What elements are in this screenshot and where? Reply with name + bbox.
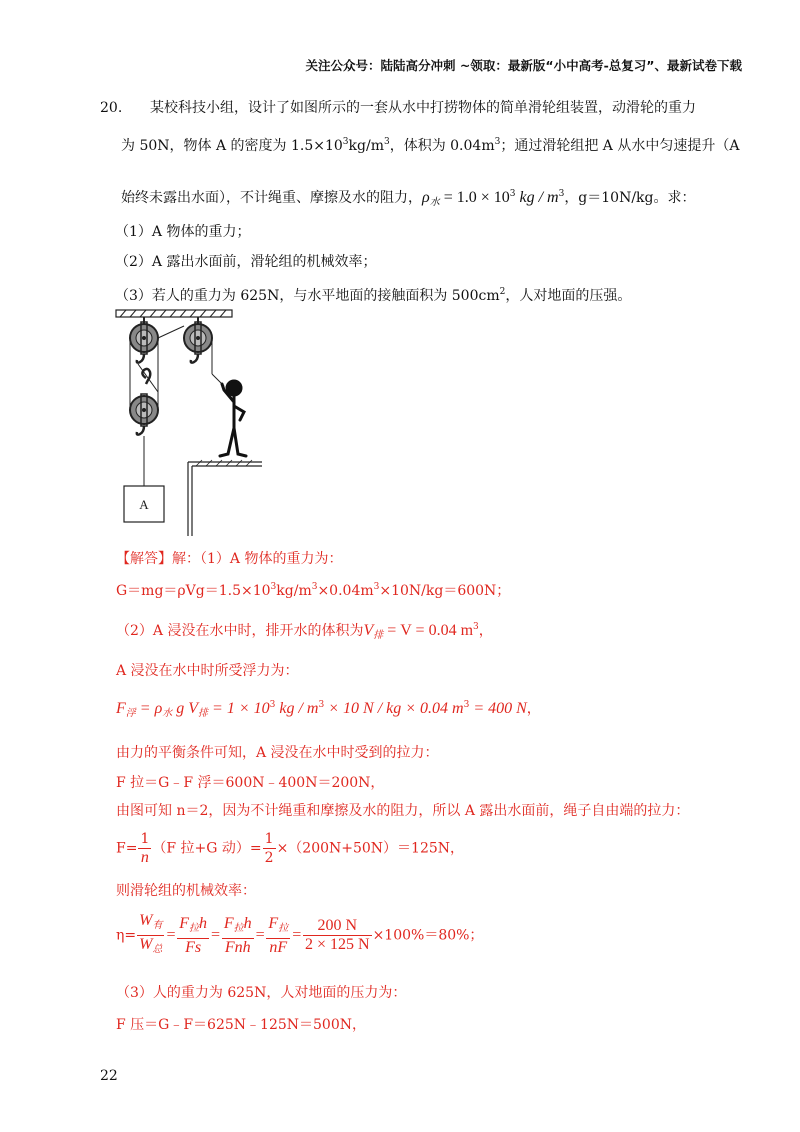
answer-line-8: 由图可知 n＝2，因为不计绳重和摩擦及水的阻力，所以 A 露出水面前，绳子自由端的拉力： (116, 803, 690, 819)
object-a-label: A (139, 497, 149, 512)
person-figure (220, 381, 246, 456)
answer-line-12: （3）人的重力为 625N，人对地面的压力为： (116, 985, 407, 1001)
fixed-pulley-right (184, 317, 212, 363)
question-part-2: （2）A 露出水面前，滑轮组的机械效率； (115, 254, 377, 270)
moving-pulley (130, 369, 158, 435)
answer-line-13: F 压＝G﹣F＝625N﹣125N＝500N， (116, 1017, 366, 1033)
question-line-1: 某校科技小组，设计了如图所示的一套从水中打捞物体的简单滑轮组装置，动滑轮的重力 (150, 100, 696, 116)
answer-line-5-buoyancy: $F_浮 = \rho_水$ g $V_排 = 1 \times 10^3$ kg / $m^3 \times 10$ N / kg × 0.04 $m^3 = 400$ N， (116, 700, 541, 719)
question-line-3: 始终未露出水面），不计绳重、摩擦及水的阻力，$\rho_水 = 1.0 \times 10^3$ kg / $m^3$，g＝10N/kg。求： (121, 189, 696, 208)
question-part-1: （1）A 物体的重力； (115, 224, 251, 240)
question-line-2: 为 50N，物体 A 的密度为 $1.5\times 10^3kg/m^3$，体积为 $0.04m^3$；通过滑轮组把 A 从水中匀速提升（A (121, 137, 740, 154)
answer-line-11-efficiency: η= $\frac{W_有}{W_总}$ = $\frac{F_拉h}{Fs}$ = $\frac{F_拉h}{\text{Fnh}}$ = $\frac{F_拉}{nF}$ = $\frac{200 N}{2 \times 125 N}$ ×100%＝80%； (116, 912, 484, 956)
fixed-pulley-left (130, 317, 158, 363)
pulley-diagram (112, 306, 262, 536)
answer-line-6: 由力的平衡条件可知，A 浸没在水中时受到的拉力： (116, 745, 439, 761)
answer-line-1: 【解答】解：（1）A 物体的重力为： (116, 551, 343, 567)
answer-line-4: A 浸没在水中时所受浮力为： (116, 663, 299, 679)
answer-line-7: F 拉＝G﹣F 浮＝600N﹣400N＝200N， (116, 775, 385, 791)
answer-line-10: 则滑轮组的机械效率： (116, 883, 256, 899)
page-number: 22 (100, 1068, 118, 1084)
question-number: 20. (100, 100, 123, 116)
page-header: 关注公众号：陆陆高分冲刺 ~领取：最新版“小中高考-总复习”、最新试卷下载 (305, 58, 742, 73)
answer-line-9-rope-force: F= $\frac{1}{n}$ （F 拉+G 动）= $\frac{1}{2}$ ×（200N+50N）＝125N， (116, 831, 465, 866)
question-part-3: （3）若人的重力为 625N，与水平地面的接触面积为 $500cm^2$，人对地面的压强。 (115, 287, 632, 304)
answer-line-3: （2）A 浸没在水中时，排开水的体积为$V_排 = V = 0.04$ $m^3$， (116, 622, 493, 641)
answer-line-2: $G=mg=\rho Vg=1.5\times 10^3kg/m^3\times 0.04m^3\times 10N/kg=600N$； (116, 582, 511, 599)
